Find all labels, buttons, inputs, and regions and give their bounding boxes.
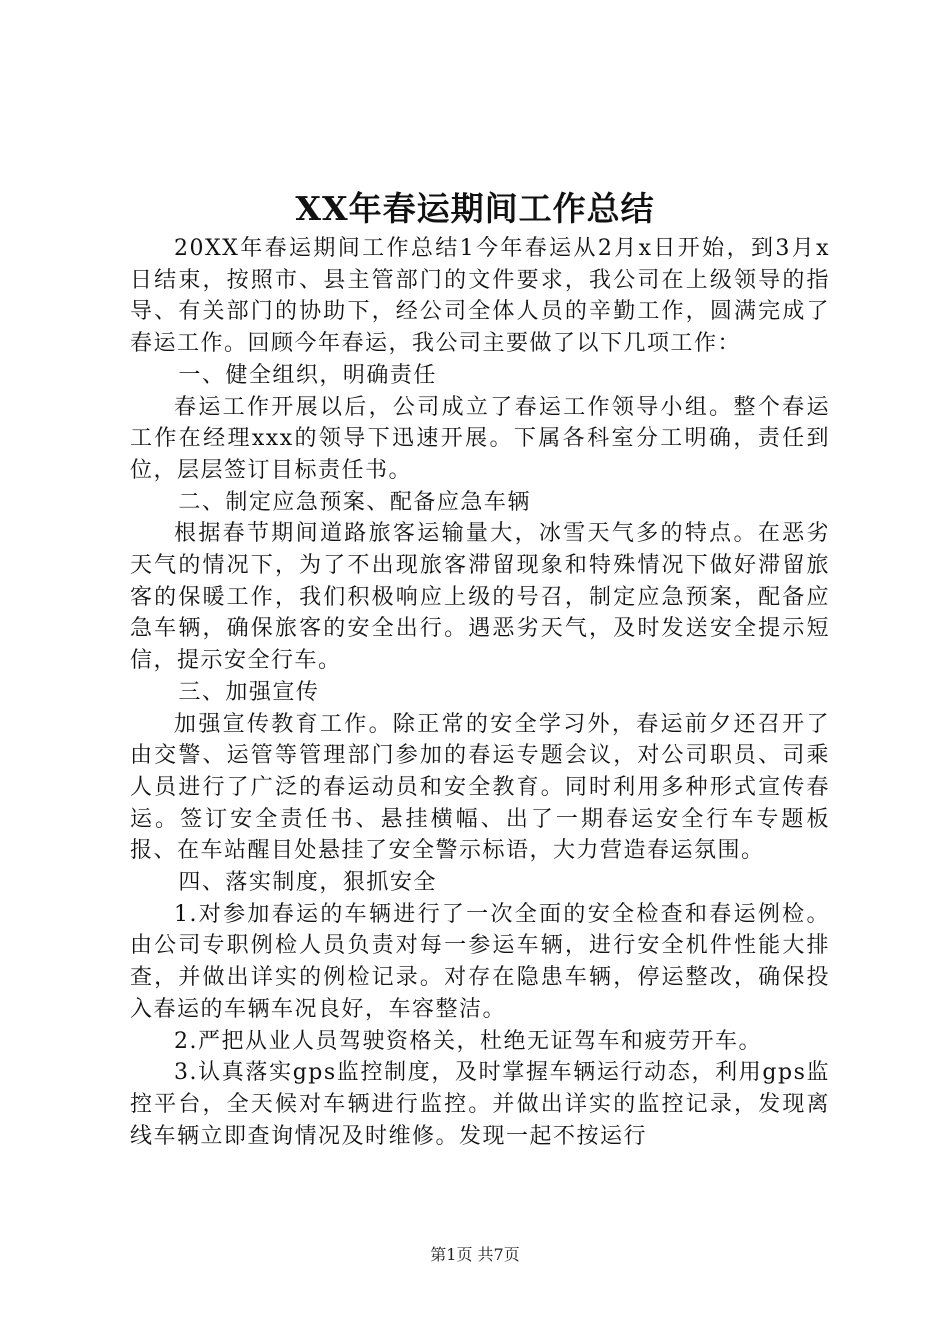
section-heading-2: 二、制定应急预案、配备应急车辆	[178, 489, 531, 515]
page-title: XX年春运期间工作总结	[295, 189, 655, 228]
paragraph-organization: 春运工作开展以后，公司成立了春运工作领导小组。整个春运工作在经理xxx的领导下迅速开展。下属各科室分工明确，责任到位，层层签订目标责任书。	[130, 394, 830, 483]
paragraph-intro: 20XX年春运期间工作总结1今年春运从2月x日开始，到3月x日结束，按照市、县主管部门的文件要求，我公司在上级领导的指导、有关部门的协助下，经公司全体人员的辛勤工作，圆满完成了春运工作。回顾今年春运，我公司主要做了以下几项工作：	[130, 236, 830, 357]
section-heading-4: 四、落实制度，狠抓安全	[178, 870, 437, 896]
paragraph-item-1: 1.对参加春运的车辆进行了一次全面的安全检查和春运例检。由公司专职例检人员负责对每一参运车辆，进行安全机件性能大排查，并做出详实的例检记录。对存在隐患车辆，停运整改，确保投入春运的车辆车况良好，车容整洁。	[130, 901, 830, 1022]
section-heading-3: 三、加强宣传	[178, 679, 320, 705]
paragraph-item-2: 2.严把从业人员驾驶资格关，杜绝无证驾车和疲劳开车。	[174, 1028, 762, 1054]
paragraph-emergency-plan: 根据春节期间道路旅客运输量大，冰雪天气多的特点。在恶劣天气的情况下，为了不出现旅客滞留现象和特殊情况下做好滞留旅客的保暖工作，我们积极响应上级的号召，制定应急预案，配备应急车辆，确保旅客的安全出行。遇恶劣天气，及时发送安全提示短信，提示安全行车。	[130, 521, 830, 674]
paragraph-item-3: 3.认真落实gps监控制度，及时掌握车辆运行动态，利用gps监控平台，全天候对车辆进行监控。并做出详实的监控记录，发现离线车辆立即查询情况及时维修。发现一起不按运行	[130, 1060, 830, 1149]
section-heading-1: 一、健全组织，明确责任	[178, 362, 437, 388]
paragraph-publicity: 加强宣传教育工作。除正常的安全学习外，春运前夕还召开了由交警、运管等管理部门参加的春运专题会议，对公司职员、司乘人员进行了广泛的春运动员和安全教育。同时利用多种形式宣传春运。签订安全责任书、悬挂横幅、出了一期春运安全行车专题板报、在车站醒目处悬挂了安全警示标语，大力营造春运氛围。	[130, 711, 830, 864]
page-number-footer: 第1页 共7页	[430, 1245, 520, 1264]
document-body	[130, 233, 830, 1152]
